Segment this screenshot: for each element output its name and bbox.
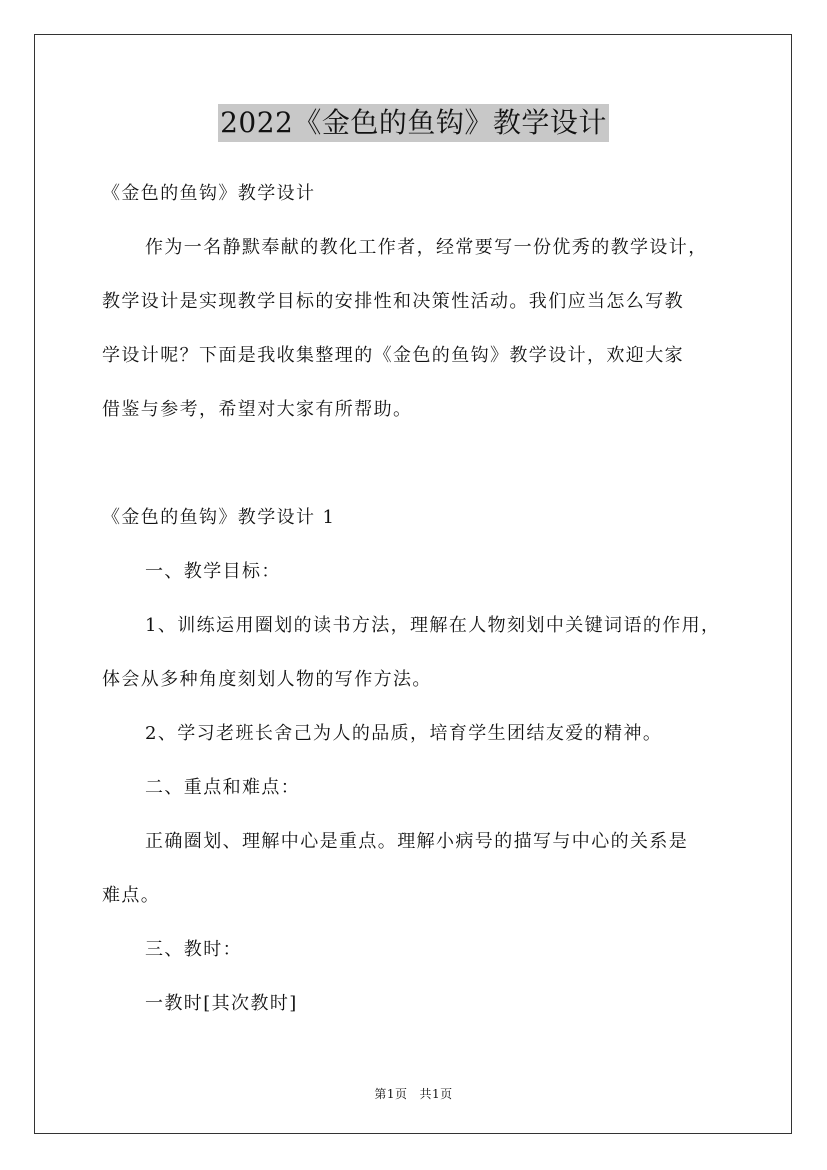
- class-time-text: 一教时[其次教时]: [145, 993, 298, 1014]
- key-points-line-2: 难点。: [102, 885, 161, 906]
- intro-line-2: 教学设计是实现教学目标的安排性和决策性活动。我们应当怎么写教: [102, 291, 684, 312]
- page-total: 共1页: [419, 1087, 453, 1101]
- heading-key-points: 二、重点和难点：: [145, 777, 301, 798]
- intro-line-1: 作为一名静默奉献的教化工作者，经常要写一份优秀的教学设计，: [145, 237, 708, 258]
- intro-line-4: 借鉴与参考，希望对大家有所帮助。: [102, 399, 413, 420]
- intro-line-3: 学设计呢？下面是我收集整理的《金色的鱼钩》教学设计，欢迎大家: [102, 345, 684, 366]
- goal-2: 2、学习老班长舍己为人的品质，培育学生团结友爱的精神。: [145, 723, 663, 744]
- goal-1-line-1: 1、训练运用圈划的读书方法，理解在人物刻划中关键词语的作用，: [145, 615, 721, 636]
- heading-goals: 一、教学目标：: [145, 561, 281, 582]
- document-title: 2022《金色的鱼钩》教学设计: [218, 104, 609, 142]
- document-subtitle: 《金色的鱼钩》教学设计: [102, 183, 316, 204]
- goal-1-line-2: 体会从多种角度刻划人物的写作方法。: [102, 669, 432, 690]
- page-number: 第1页: [374, 1087, 408, 1101]
- key-points-line-1: 正确圈划、理解中心是重点。理解小病号的描写与中心的关系是: [145, 831, 689, 852]
- title-container: [0, 104, 827, 142]
- heading-class-time: 三、教时：: [145, 939, 242, 960]
- section-title: 《金色的鱼钩》教学设计 1: [102, 507, 336, 528]
- page-footer: [0, 1085, 827, 1102]
